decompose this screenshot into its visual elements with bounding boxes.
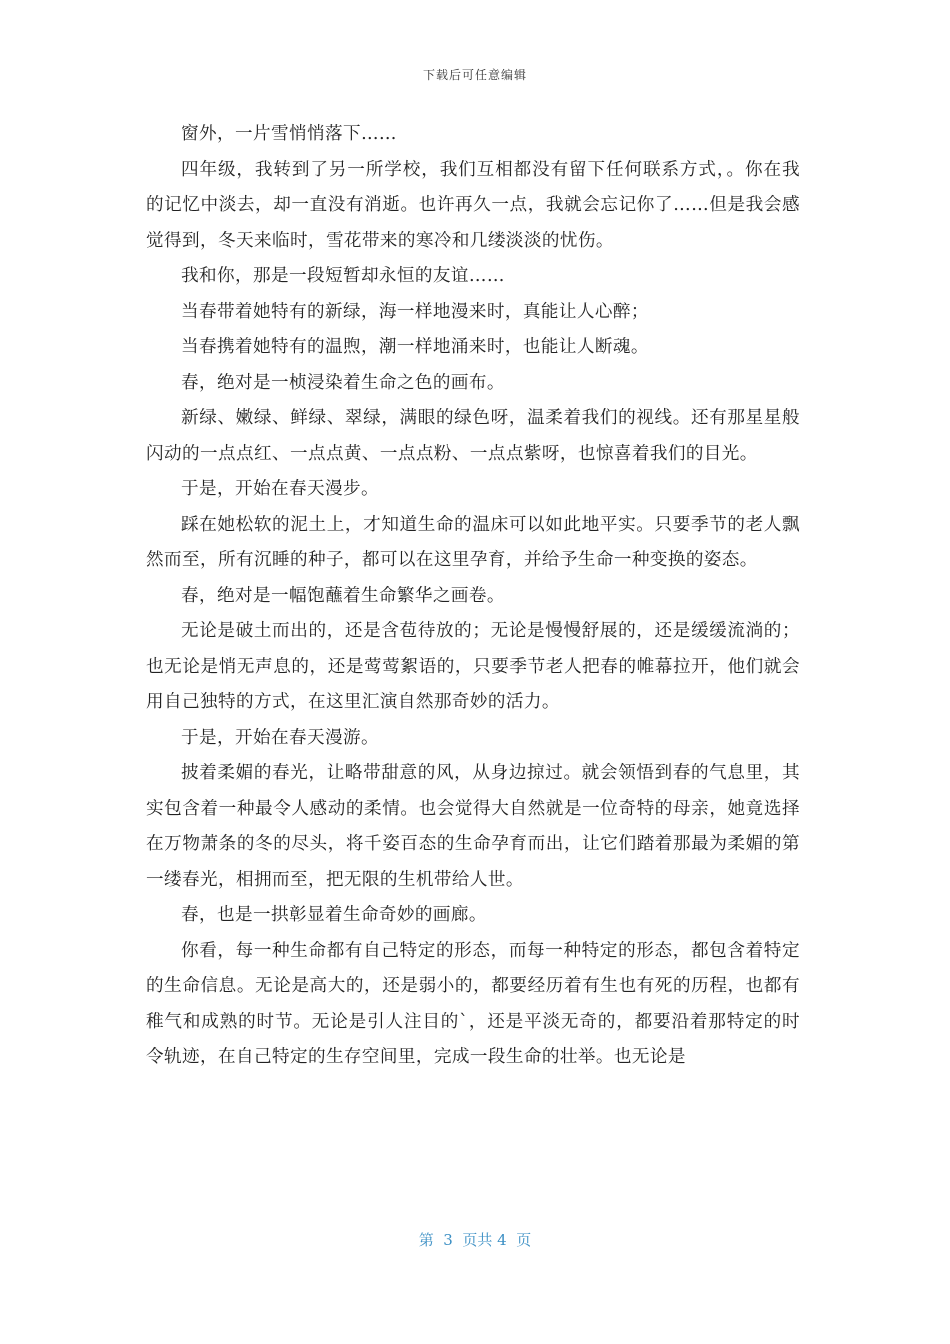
paragraph: 新绿、嫩绿、鲜绿、翠绿，满眼的绿色呀，温柔着我们的视线。还有那星星般闪动的一点点红、一点点黄、一点点粉、一点点紫呀，也惊喜着我们的目光。 [146,408,800,464]
paragraph: 踩在她松软的泥土上，才知道生命的温床可以如此地平实。只要季节的老人飘然而至，所有沉睡的种子，都可以在这里孕育，并给予生命一种变换的姿态。 [146,514,800,570]
paragraph: 当春携着她特有的温煦，潮一样地涌来时，也能让人断魂。 [181,337,649,357]
paragraph: 我和你，那是一段短暂却永恒的友谊…… [181,266,505,286]
paragraph: 四年级，我转到了另一所学校，我们互相都没有留下任何联系方式，。你在我的记忆中淡去，却一直没有消逝。也许再久一点，我就会忘记你了……但是我会感觉得到，冬天来临时，雪花带来的寒冷和几缕淡淡的忧伤。 [146,159,800,251]
paragraph: 窗外，一片雪悄悄落下…… [181,124,397,144]
paragraph: 春，也是一拱彰显着生命奇妙的画廊。 [181,905,487,925]
paragraph: 披着柔媚的春光，让略带甜意的风，从身边掠过。就会领悟到春的气息里，其实包含着一种最令人感动的柔情。也会觉得大自然就是一位奇特的母亲，她竟选择在万物萧条的冬的尽头，将千姿百态的生命孕育而出，让它们踏着那最为柔媚的第一缕春光，相拥而至，把无限的生机带给人世。 [146,763,800,890]
paragraph: 春，绝对是一幅饱蘸着生命繁华之画卷。 [181,585,505,606]
document-body [146,117,800,1076]
paragraph: 当春带着她特有的新绿，海一样地漫来时，真能让人心醉； [181,301,649,322]
page-header: 下载后可任意编辑 [422,68,527,82]
paragraph: 无论是破土而出的，还是含苞待放的；无论是慢慢舒展的，还是缓缓流淌的；也无论是悄无声息的，还是莺莺絮语的，只要季节老人把春的帷幕拉开，他们就会用自己独特的方式，在这里汇演自然那奇妙的活力。 [146,621,800,712]
page-footer: 第 3 页共 4 页 [418,1231,532,1249]
paragraph: 于是，开始在春天漫游。 [181,727,379,748]
paragraph: 你看，每一种生命都有自己特定的形态，而每一种特定的形态，都包含着特定的生命信息。无论是高大的，还是弱小的，都要经历着有生也有死的历程，也都有稚气和成熟的时节。无论是引人注目的`，还是平淡无奇的，都要沿着那特定的时令轨迹，在自己特定的生存空间里，完成一段生命的壮举。也无论是 [146,940,800,1067]
paragraph: 于是，开始在春天漫步。 [181,479,379,499]
paragraph: 春，绝对是一桢浸染着生命之色的画布。 [181,372,505,393]
